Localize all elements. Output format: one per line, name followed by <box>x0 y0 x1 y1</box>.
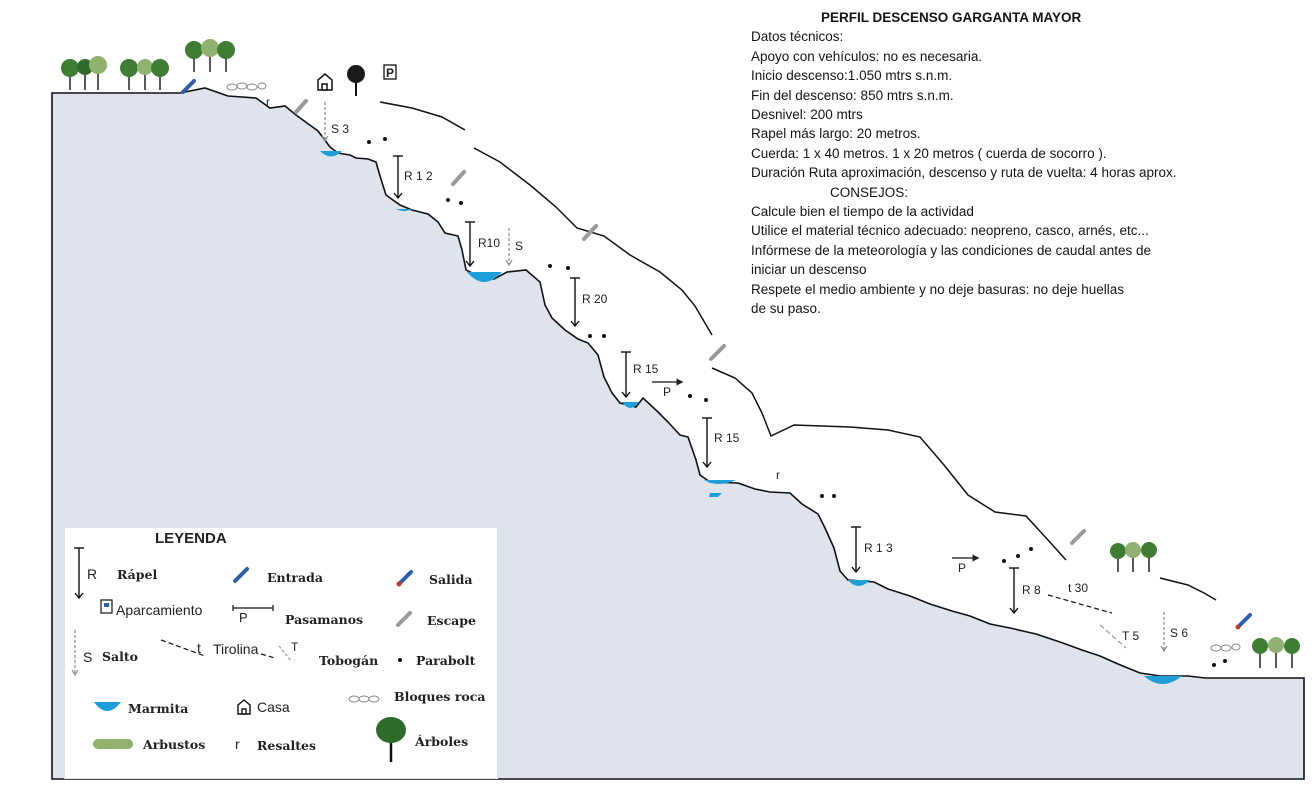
legend-salto: Salto <box>102 649 138 664</box>
tree-icon <box>61 59 79 90</box>
salto-icon <box>72 630 78 675</box>
tree-icon <box>151 59 169 90</box>
label-t5: T 5 <box>1122 629 1140 643</box>
salida-icon <box>397 572 412 587</box>
legend-arbustos: Arbustos <box>143 737 206 752</box>
tree-icon <box>89 56 107 90</box>
info-line: Desnivel: 200 mtrs <box>751 107 863 123</box>
info-line: Fin del descenso: 850 mtrs s.n.m. <box>751 87 954 103</box>
zipline <box>1048 595 1126 648</box>
tree-icon <box>217 41 235 72</box>
trees-bottom-right <box>1110 542 1300 668</box>
escape-arrow-icon <box>1072 531 1084 543</box>
trees-top-left <box>61 39 235 90</box>
info-line: Datos técnicos: <box>751 29 844 45</box>
advice-line: Respete el medio ambiente y no deje basuras: no deje huellas <box>751 281 1124 297</box>
legend-title: LEYENDA <box>155 530 227 547</box>
legend-resaltes: Resaltes <box>257 738 316 753</box>
legend-bloques: Bloques roca <box>394 689 486 704</box>
info-line: Rapel más largo: 20 metros. <box>751 126 921 142</box>
rapel-r8 <box>1009 568 1019 613</box>
legend-salto-letter: S <box>83 649 93 665</box>
rapel-r15b <box>702 418 712 467</box>
legend-salida: Salida <box>429 572 473 587</box>
label-s3: S 3 <box>331 122 350 136</box>
exit-arrow-icon <box>1236 615 1251 630</box>
salto-s3 <box>322 102 328 141</box>
casa-icon <box>238 700 250 714</box>
tobogan-icon <box>279 646 291 661</box>
rapel-r10 <box>465 222 475 266</box>
tree-icon <box>1284 638 1300 668</box>
legend-rapel-letter: R <box>87 566 98 582</box>
legend-tobogan-letter: T <box>291 640 299 654</box>
label-r15b: R 15 <box>714 431 740 445</box>
legend-marmita: Marmita <box>128 701 189 716</box>
parabolt-icon <box>398 658 402 662</box>
legend-parabolt: Parabolt <box>416 653 476 668</box>
legend-arboles: Árboles <box>415 734 469 749</box>
tree-icon <box>347 65 365 96</box>
rapel-r20 <box>570 278 580 326</box>
legend-pasamanos-letter: P <box>239 610 248 625</box>
legend-aparcamiento: Aparcamiento <box>116 602 203 618</box>
advice-line: Infórmese de la meteorología y las condiciones de caudal antes de <box>751 242 1151 258</box>
tree-icon <box>1110 543 1126 572</box>
tree-icon <box>185 41 203 72</box>
tree-icon <box>120 59 138 90</box>
legend-pasamanos: Pasamanos <box>285 612 364 627</box>
tree-icon <box>201 39 219 72</box>
info-line: Duración Ruta aproximación, descenso y ruta de vuelta: 4 horas aprox. <box>751 165 1177 181</box>
label-r10: R10 <box>478 236 501 250</box>
escape-legend-icon <box>398 613 410 625</box>
label-r-a: r <box>266 95 270 109</box>
legend-rapel: Rápel <box>117 567 158 582</box>
tree-icon <box>1268 637 1284 668</box>
entrada-icon <box>235 569 247 581</box>
advice-title: CONSEJOS: <box>830 184 909 200</box>
label-p1: P <box>663 385 672 399</box>
label-r20: R 20 <box>582 292 608 306</box>
rapel-r13 <box>851 527 861 572</box>
legend-escape: Escape <box>427 613 476 628</box>
tree-icon <box>1125 542 1141 572</box>
salto-s-mid <box>506 228 512 265</box>
legend-resaltes-letter: r <box>235 736 240 752</box>
legend-tirolina-letter: t <box>197 640 201 656</box>
rapel-r15a <box>621 352 631 397</box>
parking-legend-icon <box>101 600 112 613</box>
escape-arrow-icon <box>711 346 724 359</box>
marmita-icon <box>94 702 121 711</box>
advice-line: de su paso. <box>751 301 821 317</box>
info-line: Apoyo con vehículos: no es necesaria. <box>751 48 983 64</box>
rapel-icon <box>74 548 84 598</box>
svg-text:P: P <box>386 66 395 80</box>
escape-arrow-icon <box>296 101 306 112</box>
label-s-mid: S <box>515 239 524 253</box>
label-r-b: r <box>776 468 780 482</box>
tree-icon <box>1141 542 1157 572</box>
arboles-icon <box>376 717 406 762</box>
advice-line: Calcule bien el tiempo de la actividad <box>751 204 974 220</box>
salto-s6 <box>1161 612 1167 651</box>
label-t30: t 30 <box>1068 581 1089 595</box>
technical-info <box>751 8 1311 319</box>
label-r13: R 1 3 <box>864 541 893 555</box>
house-icon <box>318 74 332 90</box>
advice-line: iniciar un descenso <box>751 262 867 278</box>
diagram-title: PERFIL DESCENSO GARGANTA MAYOR <box>821 10 1082 25</box>
tree-icon <box>1252 638 1268 668</box>
legend-box <box>64 527 498 779</box>
parking-icon <box>384 65 396 80</box>
label-r15a: R 15 <box>633 362 659 376</box>
bloques-icon <box>349 696 379 702</box>
label-r8: R 8 <box>1022 583 1041 597</box>
legend-entrada: Entrada <box>267 570 323 585</box>
label-s6: S 6 <box>1170 626 1189 640</box>
info-line: Inicio descenso:1.050 mtrs s.n.m. <box>751 68 953 84</box>
legend-casa: Casa <box>257 699 290 715</box>
tree-icon <box>137 59 153 90</box>
arbustos-icon <box>93 739 133 749</box>
rapel-r12 <box>393 156 403 198</box>
label-p2: P <box>958 561 967 575</box>
label-r12: R 1 2 <box>404 169 433 183</box>
escape-arrow-icon <box>453 172 464 184</box>
legend-tobogan: Tobogán <box>319 653 379 668</box>
legend-tirolina: Tirolina <box>213 641 259 657</box>
info-line: Cuerda: 1 x 40 metros. 1 x 20 metros ( cuerda de socorro ). <box>751 145 1107 161</box>
advice-line: Utilice el material técnico adecuado: neopreno, casco, arnés, etc... <box>751 223 1149 239</box>
